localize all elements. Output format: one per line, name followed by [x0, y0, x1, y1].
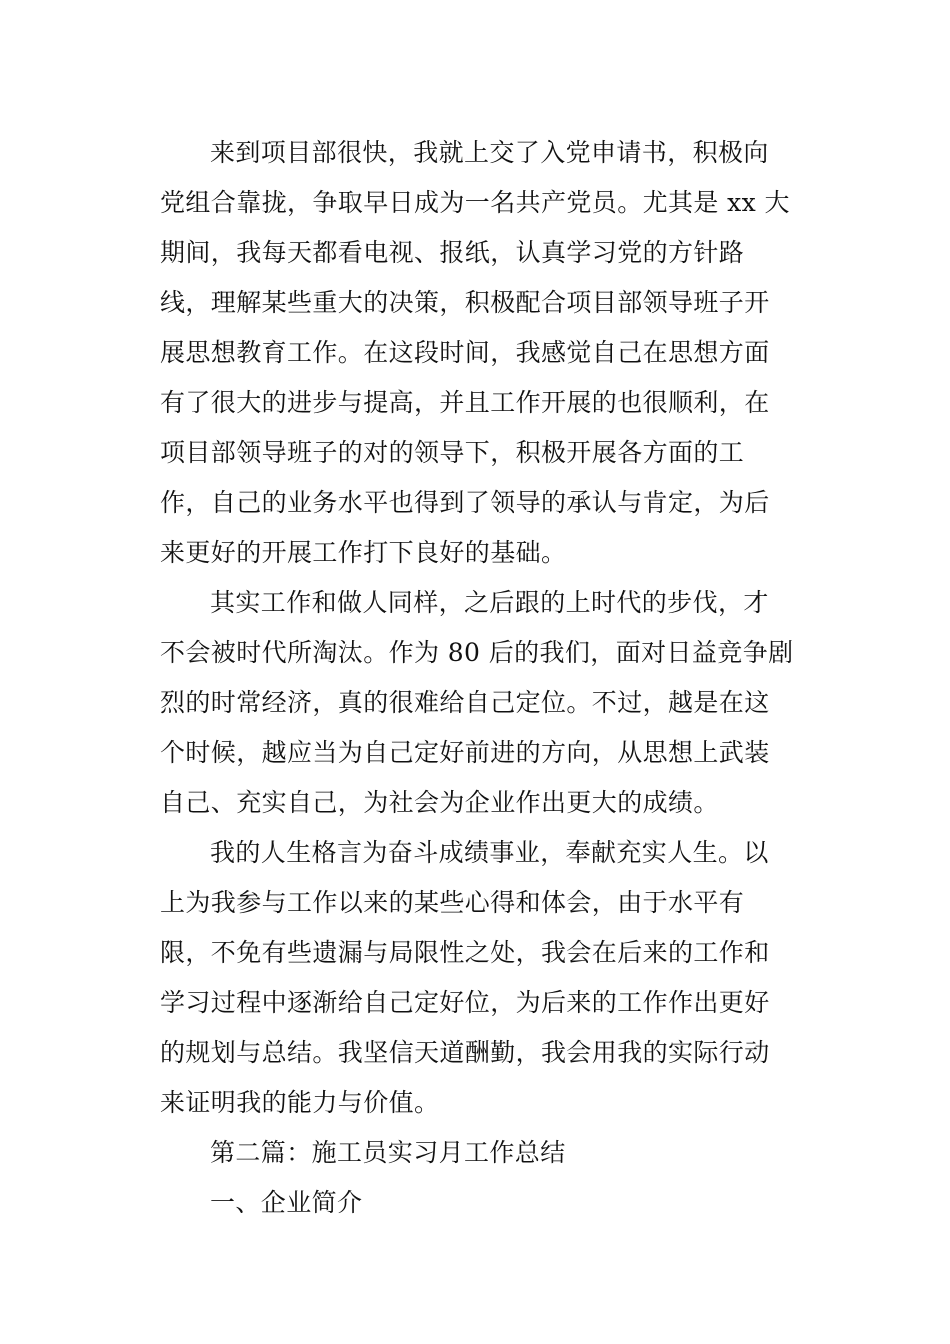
text-line: 第二篇：施工员实习月工作总结 [210, 1138, 566, 1167]
text-line: 来证明我的能力与价值。 [160, 1088, 440, 1117]
text-line: 展思想教育工作。在这段时间，我感觉自己在思想方面 [160, 338, 770, 367]
section-heading-company-intro [160, 1178, 790, 1228]
text-line: 作，自己的业务水平也得到了领导的承认与肯定，为后 [160, 488, 770, 517]
text-line: 自己、充实自己，为社会为企业作出更大的成绩。 [160, 788, 719, 817]
text-line: 限，不免有些遗漏与局限性之处，我会在后来的工作和 [160, 938, 770, 967]
text-line: 上为我参与工作以来的某些心得和体会，由于水平有 [160, 888, 745, 917]
text-line: 的规划与总结。我坚信天道酬勤，我会用我的实际行动 [160, 1038, 770, 1067]
text-line: 期间，我每天都看电视、报纸，认真学习党的方针路 [160, 238, 745, 267]
text-line: 学习过程中逐渐给自己定好位，为后来的工作作出更好 [160, 988, 770, 1017]
text-line: 个时候，越应当为自己定好前进的方向，从思想上武装 [160, 738, 770, 767]
section-heading-chapter-two [160, 1128, 790, 1178]
text-line: 一、企业简介 [210, 1188, 363, 1217]
text-line: 有了很大的进步与提高，并且工作开展的也很顺利，在 [160, 388, 770, 417]
text-line: 不会被时代所淘汰。作为 80 后的我们，面对日益竞争剧 [160, 638, 794, 667]
document-page [160, 128, 794, 1228]
text-line: 来到项目部很快，我就上交了入党申请书，积极向 [210, 138, 769, 167]
text-line: 线，理解某些重大的决策，积极配合项目部领导班子开 [160, 288, 770, 317]
text-line: 烈的时常经济，真的很难给自己定位。不过，越是在这 [160, 688, 770, 717]
paragraph-party-application [160, 128, 790, 578]
text-line: 我的人生格言为奋斗成绩事业，奉献充实人生。以 [210, 838, 769, 867]
text-line: 项目部领导班子的对的领导下，积极开展各方面的工 [160, 438, 745, 467]
text-line: 党组合靠拢，争取早日成为一名共产党员。尤其是 xx 大 [160, 188, 790, 217]
text-line: 其实工作和做人同样，之后跟的上时代的步伐，才 [210, 588, 769, 617]
paragraph-life-motto [160, 828, 790, 1128]
paragraph-keep-pace [160, 578, 794, 828]
text-line: 来更好的开展工作打下良好的基础。 [160, 538, 567, 567]
